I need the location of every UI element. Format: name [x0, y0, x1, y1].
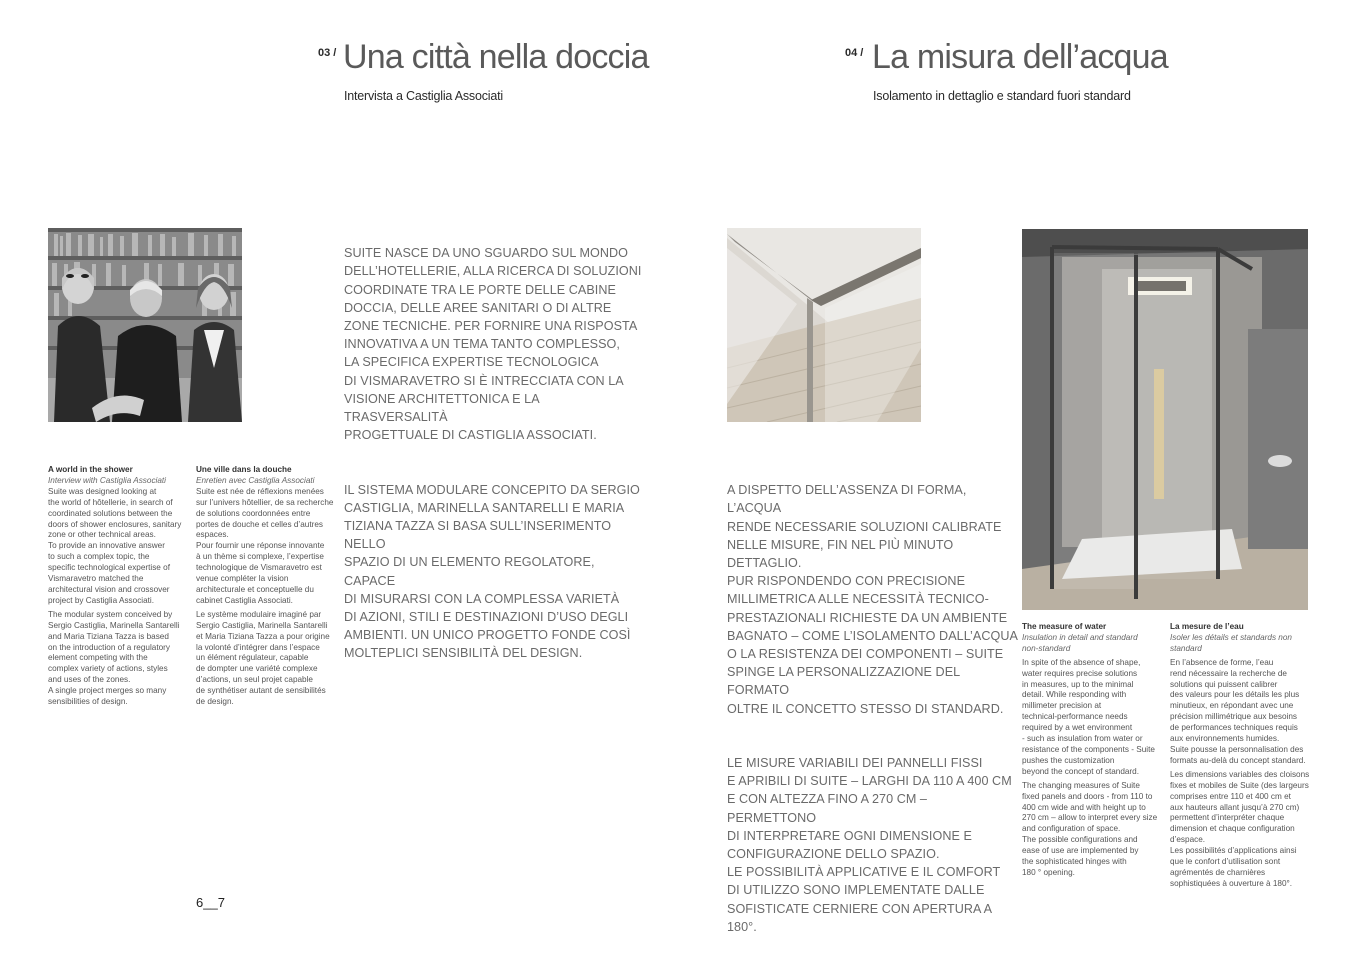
column-paragraph: Les dimensions variables des cloisons fixes et mobiles de Suite (des largeurs comprises entre 110 et 400 cm et aux hauteurs allant jusqu’à 270 cm) permettent d’interpréter chaque dimension et chaque configuration d’espace. Les possibilités d’applications ainsi que le confort d’utilisation sont agrémentés de charnières sophistiquées à ouverture à 180°. [1170, 769, 1310, 888]
column-subtitle: Enretien avec Castiglia Associati [196, 475, 315, 485]
main-paragraph: IL SISTEMA MODULARE CONCEPITO DA SERGIO CASTIGLIA, MARINELLA SANTARELLI E MARIA TIZIANA TAZZA SI BASA SULL’INSERIMENTO NELLO SPAZIO DI UN ELEMENTO REGOLATORE, CAPACE DI MISURARSI CON LA COMPLESSA VARIETÀ DI AZIONI, STILI E DESTINAZIONI D’USO DEGLI AMBIENTI. UN UNICO PROGETTO FONDE COSÌ MOLTEPLICI SENSIBILITÀ DEL DESIGN. [344, 482, 640, 661]
main-paragraph: LE MISURE VARIABILI DEI PANNELLI FISSI E APRIBILI DI SUITE – LARGHI DA 110 A 400 CM E CON ALTEZZA FINO A 270 CM – PERMETTONO DI INTERPRETARE OGNI DIMENSIONE E CONFIGURAZIONE DELLO SPAZIO. LE POSSIBILITÀ APPLICATIVE E IL COMFORT DI UTILIZZO SONO IMPLEMENTATE DALLE SOFISTICATE CERNIERE CON APERTURA A 180°. [727, 756, 1012, 934]
main-text-italian [344, 226, 644, 681]
page-number: 6__7 [196, 895, 225, 910]
glass-detail-photo [727, 228, 921, 422]
column-title: Une ville dans la douche [196, 465, 292, 474]
column-paragraph: The modular system conceived by Sergio Castiglia, Marinella Santarelli and Maria Tiziana Tazza is based on the introduction of a regulatory element competing with the complex variety of actions, styles and uses of the zones. A single project merges so many sensibilities of design. [48, 609, 180, 707]
column-subtitle: Interview with Castiglia Associati [48, 475, 167, 485]
page-subtitle: Intervista a Castiglia Associati [344, 89, 503, 103]
column-subtitle: Isoler les détails et standards non standard [1170, 632, 1292, 653]
page-subtitle: Isolamento in dettaglio e standard fuori standard [873, 89, 1131, 103]
main-text-italian [727, 463, 1019, 954]
english-column [1022, 622, 1167, 879]
french-column [1170, 622, 1315, 890]
shower-enclosure-photo [1022, 229, 1308, 610]
main-paragraph: A DISPETTO DELL’ASSENZA DI FORMA, L’ACQUA RENDE NECESSARIE SOLUZIONI CALIBRATE NELLE MISURE, FIN NEL PIÙ MINUTO DETTAGLIO. PUR RISPONDENDO CON PRECISIONE MILLIMETRICA ALLE NECESSITÀ TECNICO- PRESTAZIONALI RICHIESTE DA UN AMBIENTE BAGNATO – COME L’ISOLAMENTO DALL’ACQUA O LA RESISTENZA DEI COMPONENTI – SUITE SPINGE LA PERSONALIZZAZIONE DEL FORMATO OLTRE IL CONCETTO STESSO DI STANDARD. [727, 483, 1018, 716]
main-paragraph: SUITE NASCE DA UNO SGUARDO SUL MONDO DELL’HOTELLERIE, ALLA RICERCA DI SOLUZIONI COORDINATE TRA LE PORTE DELLE CABINE DOCCIA, DELLE AREE SANITARI O DI ALTRE ZONE TECNICHE. PER FORNIRE UNA RISPOSTA INNOVATIVA A UN TEMA TANTO COMPLESSO, LA SPECIFICA EXPERTISE TECNOLOGICA DI VISMARAVETRO SI È INTRECCIATA CON LA VISIONE ARCHITETTONICA E LA TRASVERSALITÀ PROGETTUALE DI CASTIGLIA ASSOCIATI. [344, 246, 642, 443]
column-title: A world in the shower [48, 465, 133, 474]
column-paragraph: Suite was designed looking at the world of hôtellerie, in search of coordinated solutions between the doors of shower enclosures, sanitary zone or other technical areas. To provide an innovative answer to such a complex topic, the specific technological expertise of Vismaravetro matched the architectural vision and crossover project by Castiglia Associati. [48, 486, 182, 605]
page-title: Una città nella doccia [343, 38, 649, 76]
english-column [48, 465, 193, 708]
column-paragraph: The changing measures of Suite fixed panels and doors - from 110 to 400 cm wide and with height up to 270 cm – allow to interpret every size and configuration of space. The possible configurations and ease of use are implemented by the sophisticated hinges with 180 ° opening. [1022, 780, 1158, 877]
page-title: La misura dell’acqua [872, 38, 1168, 76]
column-title: La mesure de l’eau [1170, 622, 1244, 631]
designers-portrait-photo [48, 228, 242, 422]
column-paragraph: Suite est née de réflexions menées sur l’univers hôtellier, de sa recherche de solutions coordonnées entre portes de douche et celles d’autres espaces. Pour fournir une réponse innovante à un thème si complexe, l’expertise technologique de Vismaravetro est venue compléter la vision architecturale et conceptuelle du cabinet Castiglia Associati. [196, 486, 334, 605]
column-paragraph: In spite of the absence of shape, water requires precise solutions in measures, up to the minimal detail. While responding with millimeter precision at technical-performance needs required by a wet environment - such as insulation from water or resistance of the components - Suite pushes the customization beyond the concept of standard. [1022, 657, 1155, 776]
column-title: The measure of water [1022, 622, 1107, 631]
column-paragraph: En l’absence de forme, l’eau rend nécessaire la recherche de solutions qui puissent calibrer des valeurs pour les détails les plus minutieux, en répondant avec une précision millimétrique aux besoins de performances techniques requis aux environnements humides. Suite pousse la personnalisation des formats au-delà du concept standard. [1170, 657, 1306, 765]
column-paragraph: Le système modulaire imaginé par Sergio Castiglia, Marinella Santarelli et Maria Tiziana Tazza a pour origine la volonté d’intégrer dans l’espace un élément régulateur, capable de dompter une variété complexe d’actions, un seul projet capable de synthétiser autant de sensibilités de design. [196, 609, 330, 707]
section-number: 03 / [318, 47, 337, 59]
glass-detail-illustration [727, 228, 921, 422]
french-column [196, 465, 341, 708]
portrait-illustration [48, 228, 242, 422]
column-subtitle: Insulation in detail and standard non-standard [1022, 632, 1138, 653]
shower-illustration [1022, 229, 1308, 610]
section-number: 04 / [845, 47, 864, 59]
